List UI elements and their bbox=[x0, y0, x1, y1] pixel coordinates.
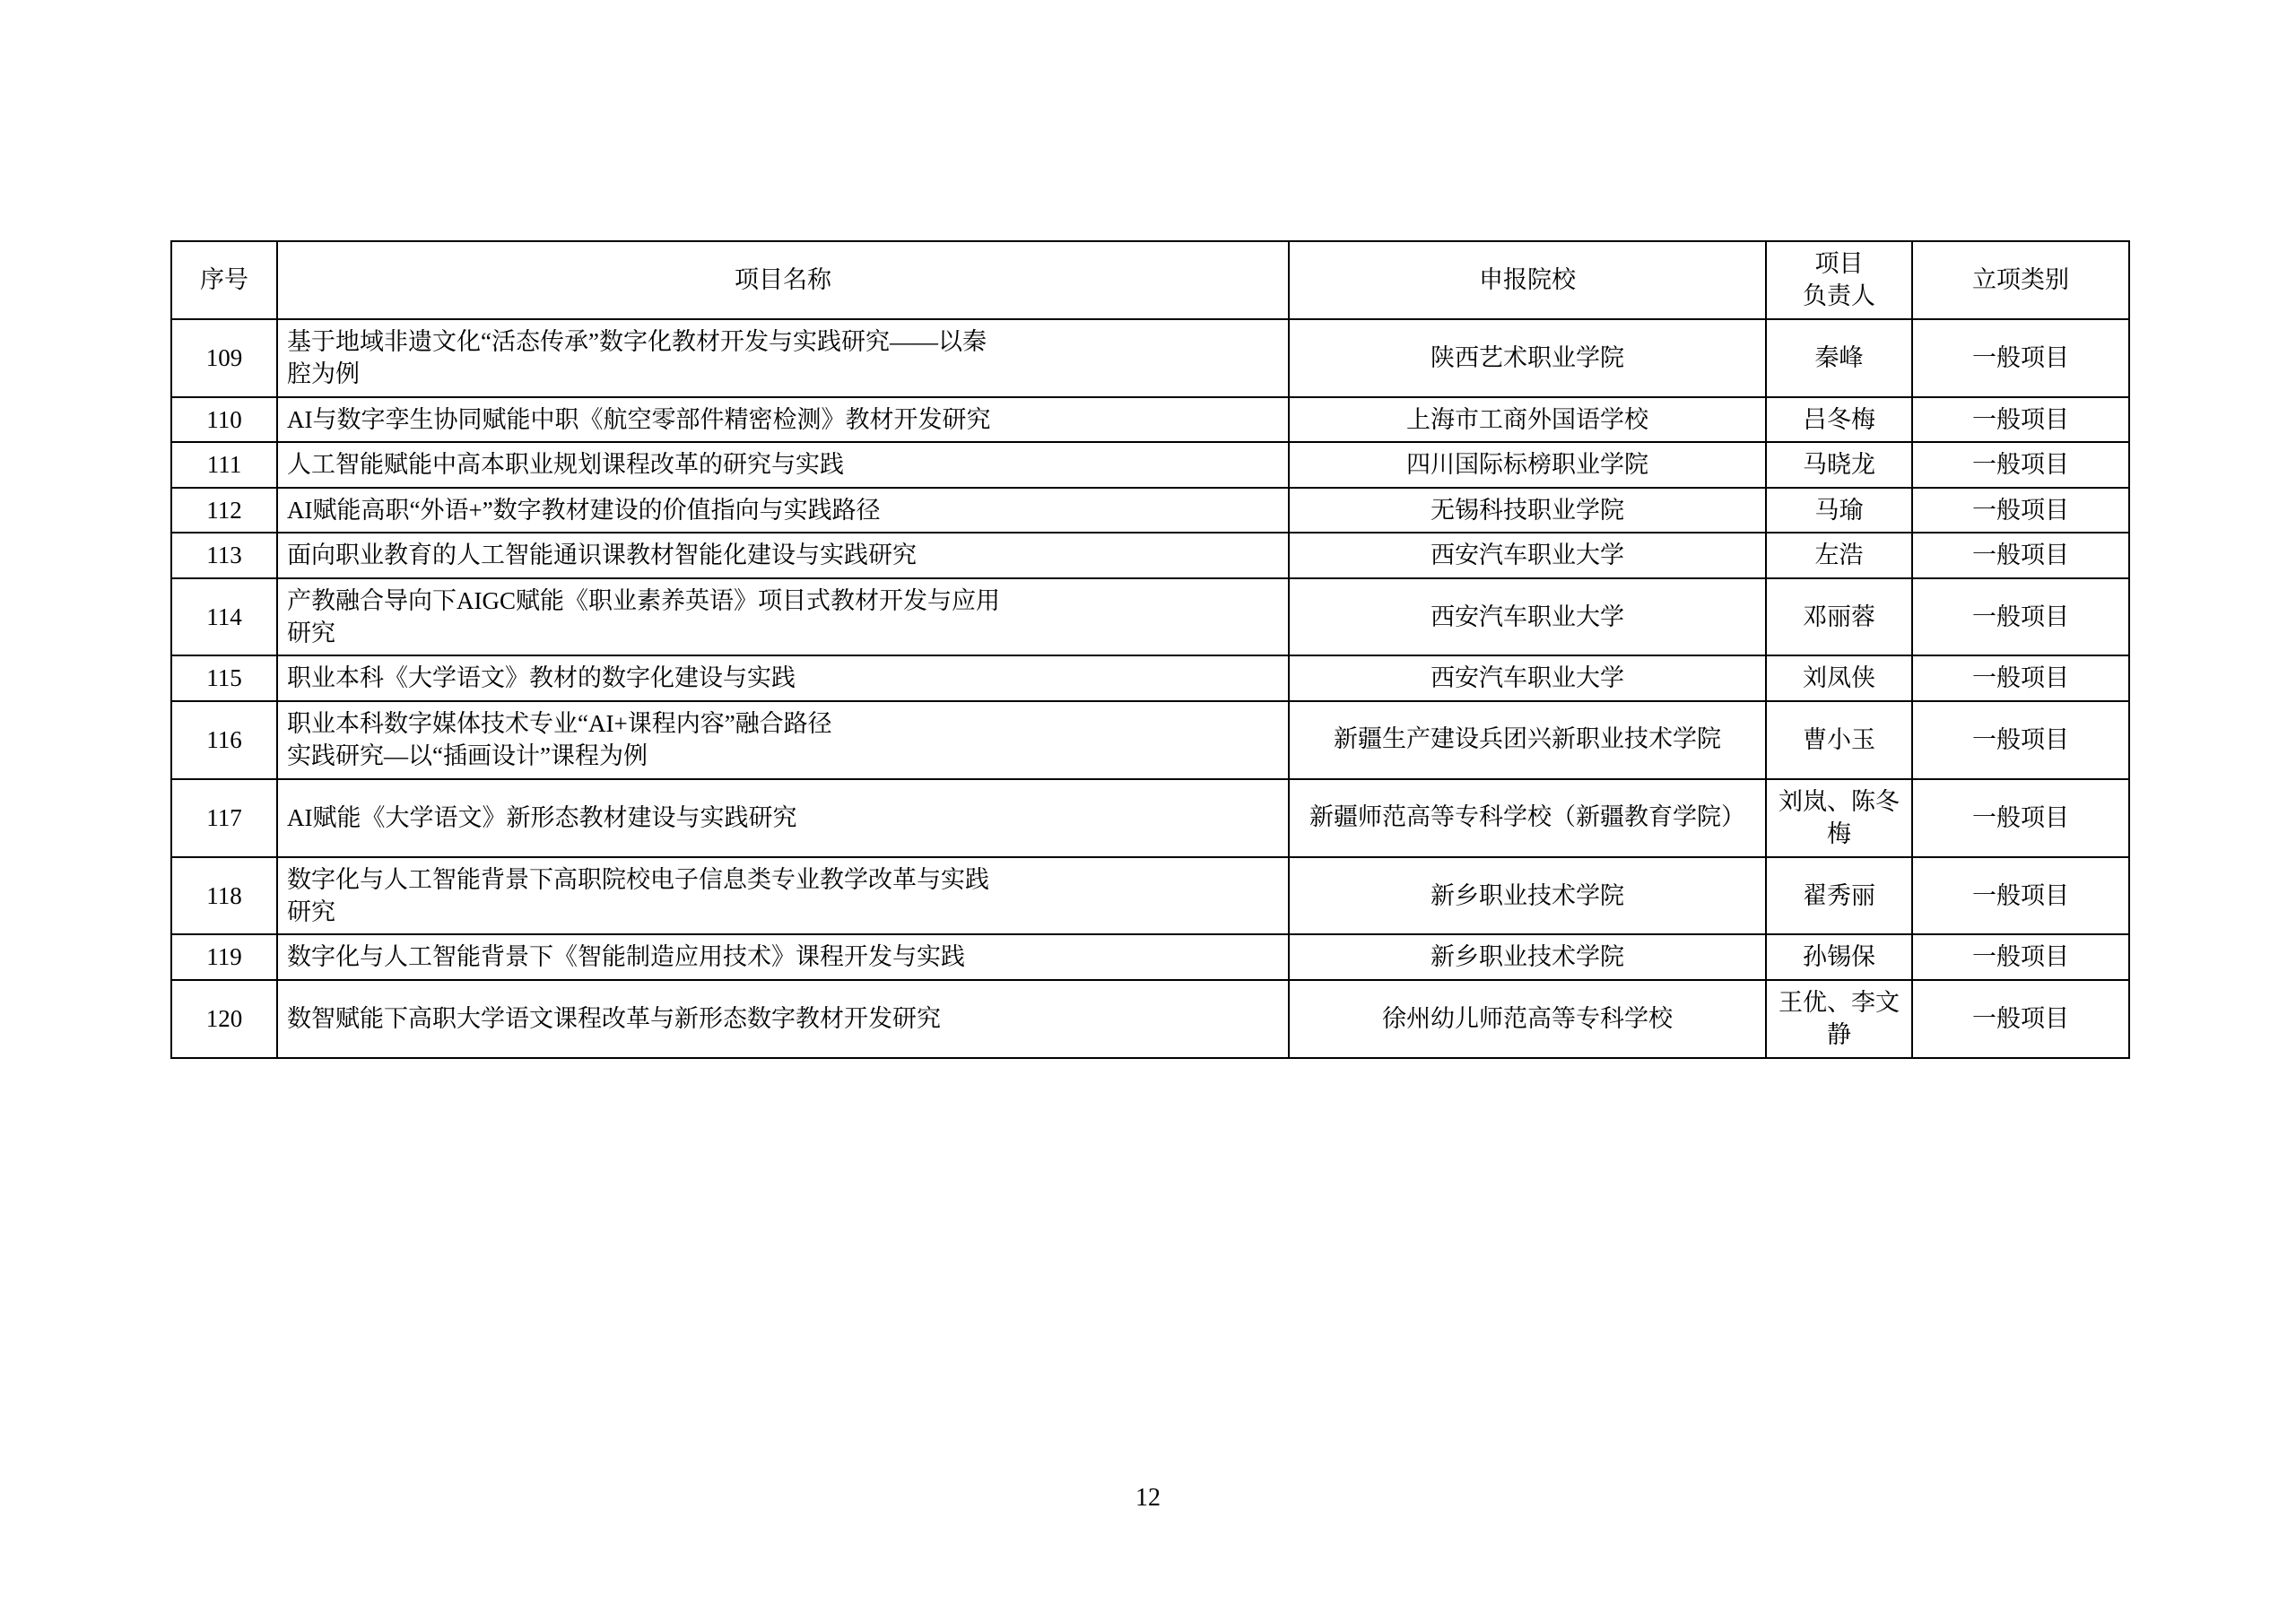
cell-project-name: AI与数字孪生协同赋能中职《航空零部件精密检测》教材开发研究 bbox=[277, 397, 1289, 442]
cell-leader: 左浩 bbox=[1766, 533, 1912, 577]
column-header-leader-line1: 项目 bbox=[1814, 250, 1864, 277]
project-name-line: 实践研究—以“插画设计”课程为例 bbox=[287, 742, 648, 770]
cell-category: 一般项目 bbox=[1912, 397, 2129, 442]
project-name-line: 数字化与人工智能背景下高职院校电子信息类专业教学改革与实践 bbox=[287, 865, 989, 893]
cell-school: 西安汽车职业大学 bbox=[1289, 655, 1766, 700]
cell-leader: 王优、李文静 bbox=[1766, 980, 1912, 1058]
cell-school: 无锡科技职业学院 bbox=[1289, 488, 1766, 533]
cell-category: 一般项目 bbox=[1912, 578, 2129, 656]
cell-school: 新疆师范高等专科学校（新疆教育学院） bbox=[1289, 779, 1766, 857]
table-header bbox=[171, 241, 2129, 319]
cell-project-name: 数智赋能下高职大学语文课程改革与新形态数字教材开发研究 bbox=[277, 980, 1289, 1058]
cell-project-name: 职业本科《大学语文》教材的数字化建设与实践 bbox=[277, 655, 1289, 700]
cell-category: 一般项目 bbox=[1912, 779, 2129, 857]
cell-seq: 113 bbox=[171, 533, 277, 577]
cell-project-name bbox=[277, 578, 1289, 656]
table-row bbox=[171, 319, 2129, 397]
table-row bbox=[171, 857, 2129, 935]
cell-leader: 邓丽蓉 bbox=[1766, 578, 1912, 656]
cell-seq: 119 bbox=[171, 934, 277, 979]
cell-category: 一般项目 bbox=[1912, 655, 2129, 700]
table-row bbox=[171, 655, 2129, 700]
cell-school: 西安汽车职业大学 bbox=[1289, 578, 1766, 656]
cell-school: 新乡职业技术学院 bbox=[1289, 857, 1766, 935]
table-row bbox=[171, 779, 2129, 857]
cell-leader: 刘凤侠 bbox=[1766, 655, 1912, 700]
table-row bbox=[171, 934, 2129, 979]
cell-seq: 120 bbox=[171, 980, 277, 1058]
cell-project-name: AI赋能《大学语文》新形态教材建设与实践研究 bbox=[277, 779, 1289, 857]
cell-school: 新乡职业技术学院 bbox=[1289, 934, 1766, 979]
project-name-line: 职业本科数字媒体技术专业“AI+课程内容”融合路径 bbox=[287, 709, 832, 737]
table-row bbox=[171, 442, 2129, 487]
column-header-school: 申报院校 bbox=[1289, 241, 1766, 319]
project-name-line: 产教融合导向下AIGC赋能《职业素养英语》项目式教材开发与应用 bbox=[287, 586, 1000, 614]
column-header-category: 立项类别 bbox=[1912, 241, 2129, 319]
project-name-line: 腔为例 bbox=[287, 360, 360, 388]
cell-school: 四川国际标榜职业学院 bbox=[1289, 442, 1766, 487]
cell-school: 陕西艺术职业学院 bbox=[1289, 319, 1766, 397]
cell-seq: 112 bbox=[171, 488, 277, 533]
cell-project-name: 面向职业教育的人工智能通识课教材智能化建设与实践研究 bbox=[277, 533, 1289, 577]
table-row bbox=[171, 578, 2129, 656]
cell-category: 一般项目 bbox=[1912, 442, 2129, 487]
table-body bbox=[171, 319, 2129, 1058]
cell-category: 一般项目 bbox=[1912, 319, 2129, 397]
project-name-line: 研究 bbox=[287, 898, 335, 925]
project-name-line: 基于地域非遗文化“活态传承”数字化教材开发与实践研究——以秦 bbox=[287, 327, 987, 355]
cell-leader: 孙锡保 bbox=[1766, 934, 1912, 979]
cell-seq: 117 bbox=[171, 779, 277, 857]
cell-seq: 116 bbox=[171, 701, 277, 779]
column-header-project-name: 项目名称 bbox=[277, 241, 1289, 319]
cell-seq: 110 bbox=[171, 397, 277, 442]
column-header-seq: 序号 bbox=[171, 241, 277, 319]
cell-category: 一般项目 bbox=[1912, 488, 2129, 533]
cell-leader: 马晓龙 bbox=[1766, 442, 1912, 487]
project-table-container bbox=[170, 240, 2128, 1059]
cell-leader: 刘岚、陈冬梅 bbox=[1766, 779, 1912, 857]
cell-leader: 翟秀丽 bbox=[1766, 857, 1912, 935]
cell-project-name bbox=[277, 701, 1289, 779]
cell-seq: 118 bbox=[171, 857, 277, 935]
table-row bbox=[171, 397, 2129, 442]
cell-category: 一般项目 bbox=[1912, 857, 2129, 935]
cell-project-name: 数字化与人工智能背景下《智能制造应用技术》课程开发与实践 bbox=[277, 934, 1289, 979]
cell-school: 徐州幼儿师范高等专科学校 bbox=[1289, 980, 1766, 1058]
cell-seq: 111 bbox=[171, 442, 277, 487]
cell-seq: 109 bbox=[171, 319, 277, 397]
cell-project-name bbox=[277, 857, 1289, 935]
cell-leader: 吕冬梅 bbox=[1766, 397, 1912, 442]
cell-category: 一般项目 bbox=[1912, 934, 2129, 979]
cell-leader: 曹小玉 bbox=[1766, 701, 1912, 779]
cell-school: 上海市工商外国语学校 bbox=[1289, 397, 1766, 442]
table-header-row bbox=[171, 241, 2129, 319]
cell-leader: 马瑜 bbox=[1766, 488, 1912, 533]
cell-category: 一般项目 bbox=[1912, 980, 2129, 1058]
cell-category: 一般项目 bbox=[1912, 701, 2129, 779]
cell-project-name: 人工智能赋能中高本职业规划课程改革的研究与实践 bbox=[277, 442, 1289, 487]
table-row bbox=[171, 980, 2129, 1058]
cell-seq: 115 bbox=[171, 655, 277, 700]
project-name-line: 研究 bbox=[287, 619, 335, 646]
project-list-table bbox=[170, 240, 2130, 1059]
table-row bbox=[171, 533, 2129, 577]
cell-project-name bbox=[277, 319, 1289, 397]
page-number: 12 bbox=[1135, 1484, 1161, 1512]
column-header-leader bbox=[1766, 241, 1912, 319]
cell-school: 西安汽车职业大学 bbox=[1289, 533, 1766, 577]
table-row bbox=[171, 701, 2129, 779]
cell-category: 一般项目 bbox=[1912, 533, 2129, 577]
cell-leader: 秦峰 bbox=[1766, 319, 1912, 397]
cell-school: 新疆生产建设兵团兴新职业技术学院 bbox=[1289, 701, 1766, 779]
cell-seq: 114 bbox=[171, 578, 277, 656]
column-header-leader-line2: 负责人 bbox=[1803, 282, 1875, 310]
table-row bbox=[171, 488, 2129, 533]
cell-project-name: AI赋能高职“外语+”数字教材建设的价值指向与实践路径 bbox=[277, 488, 1289, 533]
